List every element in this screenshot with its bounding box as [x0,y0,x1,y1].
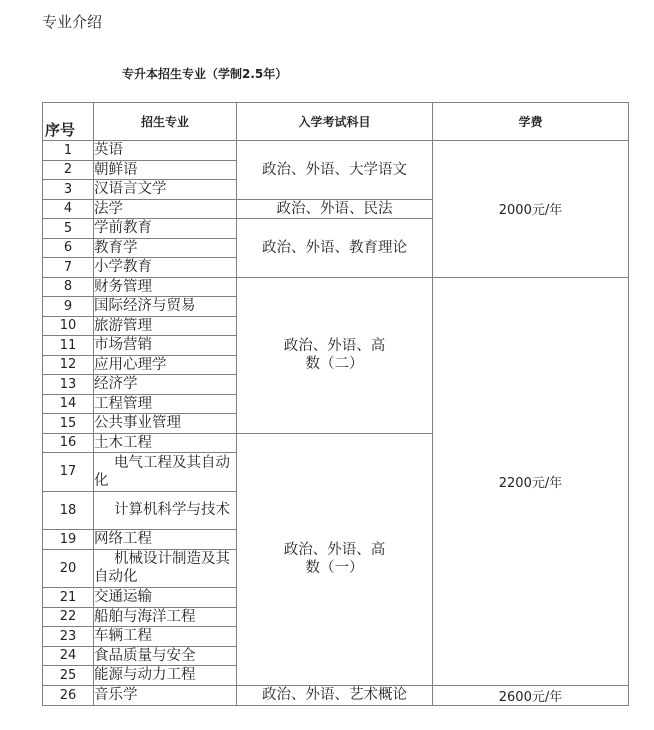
major-cell: 网络工程 [94,530,237,550]
major-cell: 公共事业管理 [94,414,237,434]
tuition-cell: 2200元/年 [433,277,629,685]
major-cell: 国际经济与贸易 [94,297,237,317]
table-row [43,685,629,705]
major-cell: 车辆工程 [94,627,237,647]
seq-cell: 1 [43,141,94,161]
major-cell: 经济学 [94,375,237,395]
seq-cell: 16 [43,433,94,453]
major-cell: 工程管理 [94,394,237,414]
seq-cell: 18 [43,491,94,530]
subjects-cell: 政治、外语、高数（一） [237,433,433,685]
page-title: 专业介绍 [42,13,103,31]
subjects-cell: 政治、外语、大学语文 [237,141,433,200]
major-cell: 船舶与海洋工程 [94,607,237,627]
seq-cell: 6 [43,238,94,258]
seq-cell: 11 [43,336,94,356]
seq-cell: 26 [43,685,94,705]
subjects-cell: 政治、外语、教育理论 [237,219,433,278]
seq-cell: 3 [43,180,94,200]
header-major: 招生专业 [94,103,237,141]
table-row [43,141,629,161]
major-cell: 朝鲜语 [94,160,237,180]
seq-cell: 9 [43,297,94,317]
seq-cell: 13 [43,375,94,395]
seq-cell: 17 [43,453,94,492]
seq-cell: 25 [43,666,94,686]
major-cell: 市场营销 [94,336,237,356]
subjects-cell: 政治、外语、民法 [237,199,433,219]
table-row [43,277,629,297]
subjects-cell: 政治、外语、艺术概论 [237,685,433,705]
major-cell: 交通运输 [94,588,237,608]
seq-cell: 24 [43,646,94,666]
major-cell: 土木工程 [94,433,237,453]
major-cell: 机械设计制造及其自动化 [94,549,237,588]
major-cell: 财务管理 [94,277,237,297]
seq-cell: 10 [43,316,94,336]
major-cell: 教育学 [94,238,237,258]
header-tuition: 学费 [433,103,629,141]
seq-cell: 20 [43,549,94,588]
header-seq: 序号 [43,103,94,141]
major-cell: 食品质量与安全 [94,646,237,666]
major-cell: 电气工程及其自动化 [94,453,237,492]
seq-cell: 15 [43,414,94,434]
major-cell: 音乐学 [94,685,237,705]
seq-cell: 22 [43,607,94,627]
seq-cell: 2 [43,160,94,180]
seq-cell: 19 [43,530,94,550]
major-cell: 英语 [94,141,237,161]
seq-cell: 5 [43,219,94,239]
seq-cell: 7 [43,258,94,278]
header-row [43,103,629,141]
tuition-cell: 2000元/年 [433,141,629,278]
seq-cell: 8 [43,277,94,297]
major-cell: 小学教育 [94,258,237,278]
tuition-cell: 2600元/年 [433,685,629,705]
major-cell: 能源与动力工程 [94,666,237,686]
seq-cell: 12 [43,355,94,375]
major-cell: 汉语言文学 [94,180,237,200]
subjects-cell: 政治、外语、高数（二） [237,277,433,433]
major-cell: 旅游管理 [94,316,237,336]
seq-cell: 4 [43,199,94,219]
table-title: 专升本招生专业（学制2.5年） [122,67,288,81]
major-cell: 法学 [94,199,237,219]
majors-table [42,102,629,706]
major-cell: 学前教育 [94,219,237,239]
seq-cell: 21 [43,588,94,608]
major-cell: 计算机科学与技术 [94,491,237,530]
header-subjects: 入学考试科目 [237,103,433,141]
seq-cell: 23 [43,627,94,647]
seq-cell: 14 [43,394,94,414]
major-cell: 应用心理学 [94,355,237,375]
